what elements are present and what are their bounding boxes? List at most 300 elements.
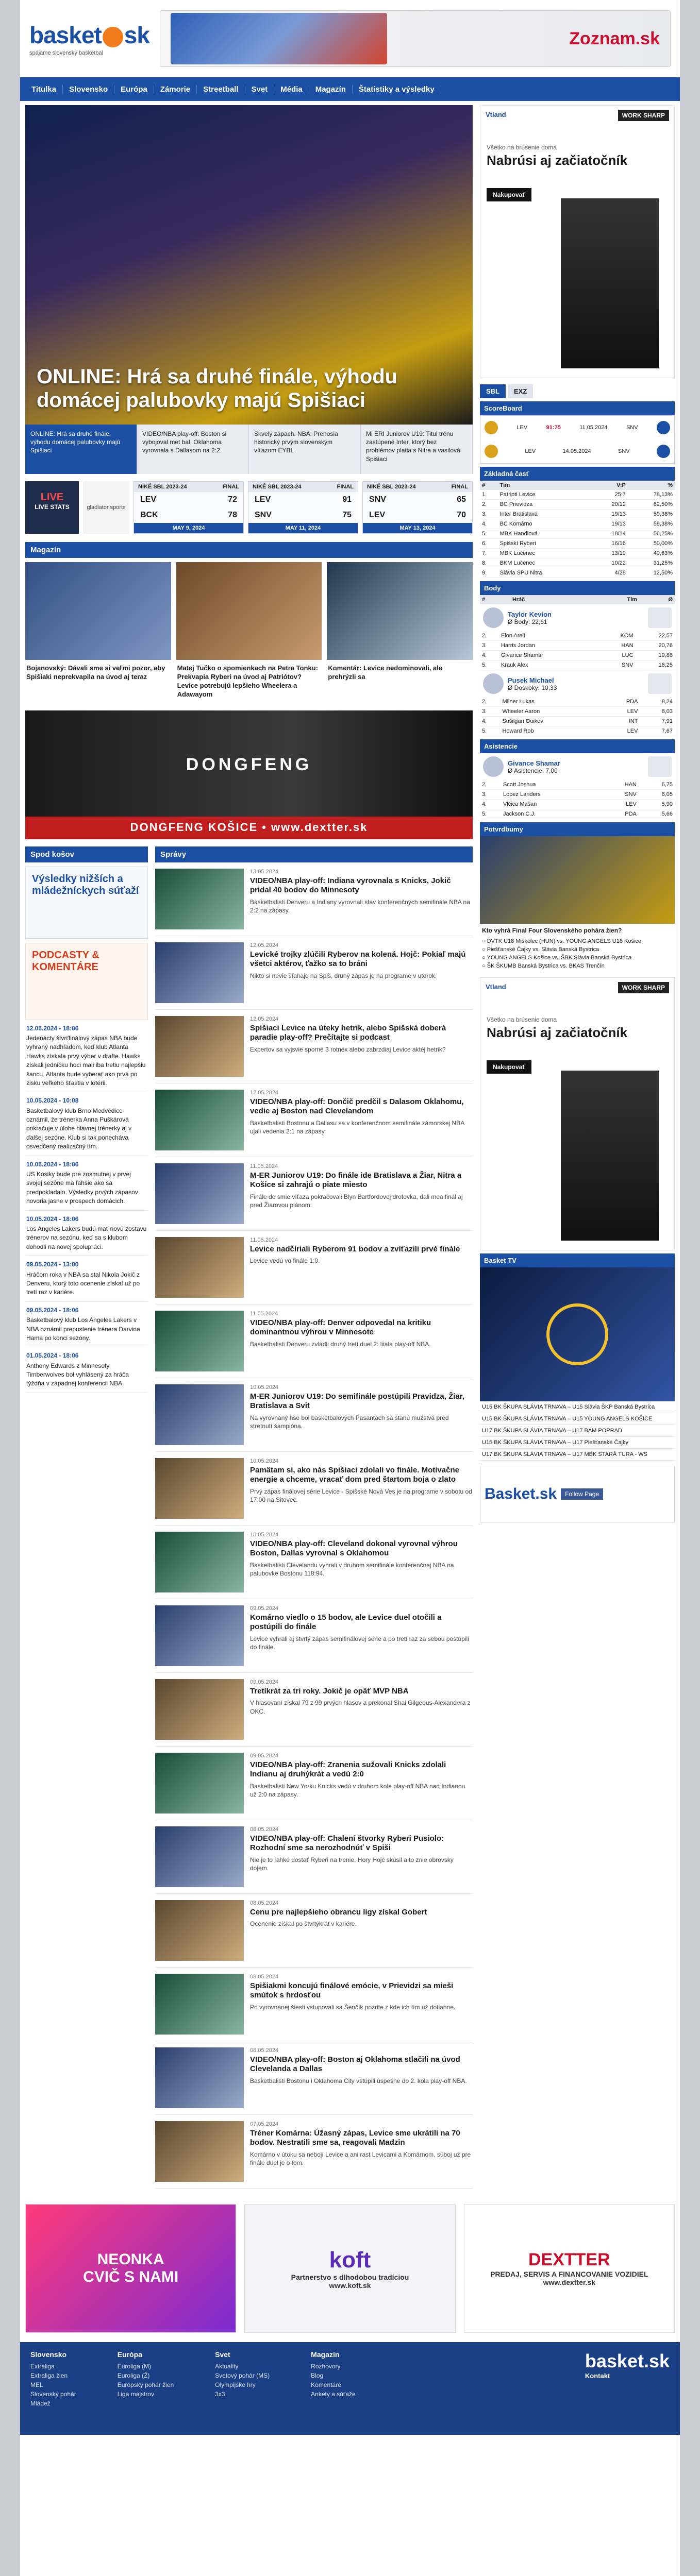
section-title-spod-kosov: Spod košov	[25, 846, 148, 862]
page	[20, 0, 680, 2576]
news-item[interactable]	[155, 862, 473, 936]
table-cell: 8.	[480, 558, 498, 568]
standings-row[interactable]	[480, 549, 675, 558]
basket-tv-item[interactable]: U15 BK ŠKUPA SLÁVIA TRNAVA – U15 YOUNG ANGELS KOŠICE	[480, 1413, 675, 1425]
koft-ad[interactable]: koft Partnerstvo s dlhodobou tradíciou www.koft.sk	[244, 2204, 455, 2333]
news-title: VIDEO/NBA play-off: Cleveland dokonal vyrovnal výhrou Boston, Dallas vyrovnal s Oklahomou	[250, 1539, 458, 1558]
short-news-date: 12.05.2024 - 18:06	[26, 1024, 79, 1032]
dongfeng-logo: DONGFENG	[186, 754, 312, 774]
table-cell: 6,05	[639, 790, 675, 800]
footer-link[interactable]: Euroliga (M)	[117, 2362, 152, 2370]
table-cell: Scott Joshua	[501, 780, 601, 790]
main-nav	[20, 77, 680, 101]
basket-tv-item[interactable]: U15 BK ŠKUPA SLÁVIA TRNAVA – U15 Slávia ŠKP Banská Bystrica	[480, 1401, 675, 1413]
footer-logo[interactable]: basket.sk Kontakt	[585, 2350, 670, 2380]
hero-strip-item[interactable]: ONLINE: Hrá sa druhé finále, výhodu domácej palubovky majú Spišiaci	[25, 425, 137, 474]
game-card[interactable]	[362, 481, 473, 534]
table-cell: 4.	[480, 519, 498, 529]
hero-strip-item[interactable]: VIDEO/NBA play-off: Boston si vybojoval met bal, Oklahoma vyrovnala s Dallasom na 2:2	[137, 425, 249, 474]
table-cell: 7.	[480, 549, 498, 558]
table-cell: LEV	[604, 707, 640, 717]
news-teaser: Basketbalisti Clevelandu vyhrali v druhom semifinále konferenčnej NBA na palubovke Bostonu 118:94.	[250, 1562, 454, 1578]
standings-row[interactable]	[480, 568, 675, 578]
table-cell: Jackson C.J.	[501, 809, 601, 819]
facebook-widget	[480, 1466, 675, 1522]
news-item[interactable]	[155, 2115, 473, 2189]
footer-link[interactable]: Svetový pohár (MS)	[215, 2371, 270, 2379]
news-body	[250, 2121, 473, 2182]
news-thumbnail	[155, 1311, 244, 1371]
table-cell: PDA	[600, 809, 638, 819]
standings-row[interactable]	[480, 558, 675, 568]
footer-link[interactable]: Euroliga (Ž)	[117, 2371, 150, 2379]
site-logo[interactable]	[29, 21, 149, 56]
short-news-item[interactable]	[25, 1211, 148, 1257]
standings-row[interactable]	[480, 500, 675, 510]
table-cell: LEV	[604, 726, 640, 736]
live-indicator: LIVE	[40, 492, 64, 503]
table-cell: Sušilgan Ouikov	[500, 717, 604, 726]
short-news-date: 10.05.2024 - 10:08	[26, 1097, 79, 1105]
banner-photo	[171, 13, 387, 64]
news-item[interactable]	[155, 1157, 473, 1231]
table-cell: SNV	[600, 790, 638, 800]
table-cell: 5.	[480, 726, 500, 736]
rebounds-row[interactable]	[480, 697, 675, 707]
poll-option[interactable]: ○ YOUNG ANGELS Košice vs. ŠBK Slávia Banská Bystrica	[480, 954, 675, 962]
ad-shop-button[interactable]: Nakupovať	[487, 1060, 531, 1074]
news-title: Pamätam si, ako nás Spišiaci zdolali vo finále. Motivačne energie a chceme, vracať dom pred štartom boja o zlato	[250, 1465, 459, 1484]
points-row[interactable]	[480, 660, 675, 670]
news-body	[250, 1311, 473, 1371]
ad-line-1: Všetko na brúsenie doma	[487, 144, 557, 151]
news-item[interactable]	[155, 1820, 473, 1894]
news-item[interactable]	[155, 2041, 473, 2115]
news-date: 08.05.2024	[250, 1973, 279, 1980]
news-teaser: Basketbalisti New Yorku Knicks vedú v druhom kole play-off NBA nad Indianou už 2:0 na zápasy.	[250, 1783, 465, 1799]
magazine-title: Bojanovský: Dávali sme si veľmi pozor, aby Spišiaki neprekvapila na úvod aj teraz	[26, 664, 165, 681]
table-cell: 19/13	[591, 519, 627, 529]
news-body	[250, 1974, 473, 2035]
game-date: MAY 11, 2024	[248, 523, 358, 533]
game-card[interactable]	[248, 481, 358, 534]
assists-row[interactable]	[480, 809, 675, 819]
short-news-text: Anthony Edwards z Minnesoty Timberwolves bol vyhlásený za hráča týždňa v západnej konferencii NBA.	[26, 1362, 129, 1387]
team-logo	[657, 445, 670, 458]
table-cell: 7,67	[640, 726, 675, 736]
team-logo	[648, 756, 672, 777]
assists-table	[480, 780, 675, 819]
team-logo	[648, 673, 672, 694]
news-title: Levice nadčíriali Ryberom 91 bodov a zvíťazili prvé finále	[250, 1244, 460, 1253]
table-cell: INT	[604, 717, 640, 726]
news-body	[250, 2047, 473, 2108]
rebounds-row[interactable]	[480, 726, 675, 736]
game-head: NIKÉ SBL 2023-24 FINAL	[363, 482, 472, 492]
news-body	[250, 942, 473, 1003]
dextter-ad[interactable]: DEXTTER PREDAJ, SERVIS A FINANCOVANIE VOZIDIEL www.dextter.sk	[464, 2204, 675, 2333]
table-cell: 5,90	[639, 800, 675, 809]
team-logo	[648, 607, 672, 628]
short-news-date: 10.05.2024 - 18:06	[26, 1160, 79, 1168]
table-cell: 22,57	[636, 631, 675, 641]
game-head: NIKÉ SBL 2023-24 FINAL	[248, 482, 358, 492]
game-home: LEV 91	[255, 495, 352, 504]
footer-link[interactable]: Extraliga	[30, 2362, 55, 2370]
tv-logo-icon	[546, 1303, 608, 1365]
news-thumbnail	[155, 1458, 244, 1519]
news-item[interactable]	[155, 936, 473, 1010]
news-thumbnail	[155, 1163, 244, 1224]
table-cell: 8,24	[640, 697, 675, 707]
scoreboard-row[interactable]: LEV 14.05.2024 SNV	[480, 439, 674, 463]
poll-option[interactable]: ○ ŠK ŠKUMB Banská Bystrica vs. BKAS Trenčín	[480, 962, 675, 970]
top-rebounder-card[interactable]: Pusek Michael Ø Doskoky: 10,33	[480, 670, 675, 697]
basket-tv-title: Basket TV	[480, 1253, 675, 1267]
hero-article[interactable]	[25, 105, 473, 425]
magazine-list	[25, 558, 473, 703]
nav-item-europa[interactable]: Európa	[114, 85, 154, 94]
news-date: 12.05.2024	[250, 1015, 279, 1022]
table-cell: BC Prievidza	[498, 500, 591, 510]
points-row[interactable]	[480, 641, 675, 651]
table-cell: Milner Lukas	[500, 697, 604, 707]
short-news-item[interactable]	[25, 1020, 148, 1093]
short-news-item[interactable]	[25, 1256, 148, 1302]
top-assist-card[interactable]: Givance Shamar Ø Asistencie: 7,00	[480, 753, 675, 780]
table-cell: 10/22	[591, 558, 627, 568]
table-cell: MBK Lučenec	[498, 549, 591, 558]
table-cell: 2.	[480, 500, 498, 510]
table-cell: 50,00%	[628, 539, 675, 549]
header-banner-ad[interactable]	[160, 10, 671, 67]
news-date: 12.05.2024	[250, 1089, 279, 1096]
news-date: 10.05.2024	[250, 1384, 279, 1391]
results-promo[interactable]: Výsledky nižších a mládežníckych súťaží	[25, 867, 148, 939]
magazine-image	[25, 562, 171, 660]
news-teaser: Po vyrovnanej šiesti vstupovali sa Šenčík pozrite z kde ich tím už dotiahne.	[250, 2004, 456, 2011]
table-cell: 19,88	[636, 651, 675, 660]
magazine-image	[327, 562, 473, 660]
table-cell: 19/13	[591, 510, 627, 519]
tab-sbl[interactable]: SBL	[480, 384, 506, 398]
magazine-item[interactable]	[327, 562, 473, 703]
news-title: Cenu pre najlepšieho obrancu ligy získal Gobert	[250, 1907, 427, 1917]
news-date: 08.05.2024	[250, 2047, 279, 2054]
news-thumbnail	[155, 869, 244, 929]
table-cell: 5,66	[639, 809, 675, 819]
news-date: 11.05.2024	[250, 1310, 278, 1317]
table-cell: 13/19	[591, 549, 627, 558]
news-teaser: Levice vyhrali aj štvrtý zápas semifinálovej série a po tretí raz za sebou postúpili do finále.	[250, 1635, 469, 1651]
news-item[interactable]	[155, 1894, 473, 1968]
news-teaser: Basketbalisti Denveru a Indiany vyrovnali stav konferenčných semifinále NBA na 2:2 na zápasy.	[250, 899, 470, 914]
basket-tv-item[interactable]: U15 BK ŠKUPA SLÁVIA TRNAVA – U17 Piešťanské Čajky	[480, 1437, 675, 1449]
table-cell: 20/12	[591, 500, 627, 510]
news-teaser: Basketbalisti Bostonu a Dallasu sa v konferenčnom semifinále zámorskej NBA ujali vedenia 2:1 na zápasy.	[250, 1120, 464, 1136]
magazine-title: Komentár: Levice nedominovali, ale prehrýzli sa	[328, 664, 443, 681]
league-tabs	[480, 384, 675, 398]
nav-item-statistiky[interactable]: Štatistiky a výsledky	[353, 85, 441, 94]
footer-column	[311, 2350, 356, 2427]
scoreboard-title: ScoreBoard	[480, 401, 675, 415]
news-body	[250, 1090, 473, 1150]
news-columns	[25, 846, 473, 2189]
live-scores	[25, 481, 473, 534]
table-cell: 59,38%	[628, 519, 675, 529]
news-title: M-ER Juniorov U19: Do finále ide Bratislava a Žiar, Nitra a Košice si zahrajú o piate miesto	[250, 1171, 462, 1190]
footer-link[interactable]: Extraliga žien	[30, 2371, 68, 2379]
standings-row[interactable]	[480, 529, 675, 539]
table-cell: Harris Jordan	[499, 641, 598, 651]
assists-row[interactable]	[480, 780, 675, 790]
table-cell: 6.	[480, 539, 498, 549]
news-date: 08.05.2024	[250, 1900, 279, 1906]
ad-product-image	[561, 198, 659, 368]
ad-shop-button[interactable]: Nakupovať	[487, 188, 531, 201]
dongfeng-banner-ad[interactable]	[25, 710, 473, 839]
main-column	[25, 101, 473, 2189]
standings-row[interactable]	[480, 519, 675, 529]
news-teaser: Komárno v útoku sa nebojí Levice a ani rast Levicami a Komárnom, súboj už pre finále duel je o tom.	[250, 2151, 471, 2167]
short-news-item[interactable]	[25, 1347, 148, 1393]
news-thumbnail	[155, 1900, 244, 1961]
table-cell: Wheeler Aaron	[500, 707, 604, 717]
short-news-text: Los Angeles Lakers budú mať novú zostavu trénerov na sezónu, keď sa s klubom dohodli na novej spolupráci.	[26, 1225, 147, 1250]
assists-title: Asistencie	[480, 739, 675, 753]
content	[20, 101, 680, 2189]
game-card[interactable]	[134, 481, 244, 534]
footer-link[interactable]: Blog	[311, 2371, 324, 2379]
table-cell: Krauk Alex	[499, 660, 598, 670]
rebounds-row[interactable]	[480, 707, 675, 717]
table-cell: Spišskí Ryberi	[498, 539, 591, 549]
fb-follow-button[interactable]: Follow Page	[561, 1488, 603, 1500]
news-item[interactable]	[155, 1526, 473, 1599]
nav-item-titulka[interactable]: Titulka	[25, 85, 63, 94]
news-item[interactable]	[155, 1231, 473, 1304]
standings-row[interactable]	[480, 510, 675, 519]
news-body	[250, 1016, 473, 1077]
nav-item-svet[interactable]: Svet	[245, 85, 275, 94]
points-table	[480, 631, 675, 670]
news-date: 09.05.2024	[250, 1679, 279, 1685]
section-title-spravy: Správy	[155, 846, 473, 862]
nav-item-slovensko[interactable]: Slovensko	[63, 85, 114, 94]
news-teaser: Finále do smie víťaza pokračovali Blyn Bartfordovej drotovka, dali mea finál aj pred Žiarovou plánom.	[250, 1193, 463, 1209]
logo-wordmark: basket sk	[29, 22, 149, 48]
scoreboard-row[interactable]: LEV 91:75 11.05.2024 SNV	[480, 416, 674, 439]
ad-line-2: Nabrúsi aj začiatočník	[487, 1025, 628, 1040]
news-item[interactable]	[155, 1673, 473, 1747]
news-thumbnail	[155, 1237, 244, 1298]
news-teaser: Nie je to ľahké dostať Ryberi na trenie, Hory Hojč skúsil a to znie obrovsky dojem.	[250, 1856, 454, 1872]
news-body	[250, 1532, 473, 1592]
table-cell: HAN	[598, 641, 635, 651]
team-logo	[485, 445, 498, 458]
short-news-item[interactable]	[25, 1092, 148, 1156]
short-news-text: Basketbalový klub Los Angeles Lakers v NBA oznámil prepustenie trénera Darvina Hama po konci sezóny.	[26, 1316, 140, 1342]
ad-line-2: Nabrúsi aj začiatočník	[487, 152, 628, 168]
hero-strip	[25, 425, 473, 474]
news-item[interactable]	[155, 1304, 473, 1378]
table-cell: 40,63%	[628, 549, 675, 558]
team-logo	[657, 421, 670, 434]
table-cell: 5.	[480, 809, 501, 819]
table-cell: 7,91	[640, 717, 675, 726]
news-title: Spišiaci Levice na úteky hetrik, alebo Spišská doberá paradie play-off? Prečítajte si podcast	[250, 1023, 446, 1042]
footer-link[interactable]: Slovenský pohár	[30, 2390, 76, 2398]
news-list	[155, 862, 473, 2189]
short-news-item[interactable]	[25, 1302, 148, 1348]
table-cell: 3.	[480, 641, 499, 651]
hero-strip-item[interactable]: Mi ERI Juniorov U19: Titul trénu zastúpené Inter, ktorý bez problémov platia s Nitra a vasilová Spišiaci	[361, 425, 473, 474]
table-cell: Howard Rob	[500, 726, 604, 736]
points-row[interactable]	[480, 631, 675, 641]
news-title: VIDEO/NBA play-off: Chalení štvorky Ryberi Pusiolo: Rozhodní sme sa nerozhodnúť v Spiši	[250, 1834, 444, 1853]
points-row[interactable]	[480, 651, 675, 660]
news-thumbnail	[155, 942, 244, 1003]
news-column	[155, 846, 473, 2189]
scoreboard	[480, 415, 675, 464]
standings-row[interactable]	[480, 539, 675, 549]
news-body	[250, 1384, 473, 1445]
ad-badge: WORK SHARP	[618, 982, 669, 993]
news-thumbnail	[155, 1016, 244, 1077]
news-body	[250, 1753, 473, 1814]
table-cell: 4.	[480, 651, 499, 660]
footer-link[interactable]: Komentáre	[311, 2381, 341, 2388]
footer-link[interactable]: Liga majstrov	[117, 2390, 155, 2398]
nav-item-media[interactable]: Média	[274, 85, 309, 94]
nav-item-zamorie[interactable]: Zámorie	[154, 85, 197, 94]
poll-option[interactable]: ○ DVTK U18 Miškolec (HUN) vs. YOUNG ANGELS U18 Košice	[480, 937, 675, 945]
news-item[interactable]	[155, 1378, 473, 1452]
table-cell: 25:7	[591, 490, 627, 500]
footer-column-title: Magazín	[311, 2350, 340, 2359]
poll-option[interactable]: ○ Piešťanské Čajky vs. Slávia Banská Bystrica	[480, 945, 675, 954]
footer-link[interactable]: Európsky pohár žien	[117, 2381, 174, 2388]
footer-contact-link[interactable]: Kontakt	[585, 2371, 610, 2380]
footer-link[interactable]: Mládež	[30, 2399, 51, 2407]
table-cell: 4.	[480, 800, 501, 809]
points-title: Body	[480, 581, 675, 595]
assists-row[interactable]	[480, 800, 675, 809]
news-date: 13.05.2024	[250, 868, 279, 875]
basket-tv-item[interactable]: U17 BK ŠKUPA SLÁVIA TRNAVA – U17 MBK STARÁ TURA - WS	[480, 1449, 675, 1461]
nav-item-magazin[interactable]: Magazín	[309, 85, 353, 94]
basket-tv-list	[480, 1401, 675, 1461]
news-body	[250, 1237, 460, 1298]
news-body	[250, 1458, 473, 1519]
table-cell: BC Komárno	[498, 519, 591, 529]
news-date: 07.05.2024	[250, 2121, 279, 2127]
short-news-list	[25, 1020, 148, 1393]
footer-link[interactable]: MEL	[30, 2381, 43, 2388]
footer-link[interactable]: 3x3	[215, 2390, 225, 2398]
player-photo	[483, 607, 504, 628]
news-item[interactable]	[155, 1747, 473, 1820]
points-header: # Hráč Tím Ø	[480, 595, 675, 604]
assists-row[interactable]	[480, 790, 675, 800]
news-item[interactable]	[155, 1452, 473, 1526]
footer-column-title: Európa	[117, 2350, 142, 2359]
news-body	[250, 1826, 473, 1887]
news-title: VIDEO/NBA play-off: Dončič predčil s Dalasom Oklahomu, vedie aj Boston nad Clevelandom	[250, 1097, 464, 1116]
footer-link[interactable]: Olympijské hry	[215, 2381, 256, 2388]
table-cell: PDA	[604, 697, 640, 707]
podcasts-promo[interactable]: PODCASTY & KOMENTÁRE	[25, 943, 148, 1020]
magazine-item[interactable]	[176, 562, 322, 703]
news-title: VIDEO/NBA play-off: Indiana vyrovnala s Knicks, Jokič pridal 40 bodov do Minnesoty	[250, 876, 451, 895]
magazine-item[interactable]	[25, 562, 171, 703]
poll-question: Kto vyhrá Final Four Slovenského pohára žien?	[482, 927, 622, 934]
news-item[interactable]	[155, 1010, 473, 1083]
table-cell: Patrioti Levice	[498, 490, 591, 500]
news-thumbnail	[155, 2121, 244, 2182]
short-news-item[interactable]	[25, 1156, 148, 1211]
table-cell: Inter Bratislava	[498, 510, 591, 519]
standings-row[interactable]	[480, 490, 675, 500]
news-title: Spišiakmi koncujú finálové emócie, v Prievidzi sa mieši smútok s hrdosťou	[250, 1981, 454, 2000]
live-stats-button[interactable]	[25, 481, 79, 534]
worksharp-ad[interactable]	[480, 105, 675, 378]
table-cell: 56,25%	[628, 529, 675, 539]
news-item[interactable]	[155, 1599, 473, 1673]
top-scorer-card[interactable]: Taylor Kevion Ø Body: 22,61	[480, 604, 675, 631]
basket-tv-item[interactable]: U17 BK ŠKUPA SLÁVIA TRNAVA – U17 BAM POPRAD	[480, 1425, 675, 1437]
table-cell: BKM Lučenec	[498, 558, 591, 568]
tab-exz[interactable]: EXZ	[508, 384, 533, 398]
news-teaser: Ocenenie získal po štvrtýkrát v kariére.	[250, 1920, 357, 1928]
game-away: LEV 70	[369, 511, 466, 519]
rebounds-table	[480, 697, 675, 736]
ad-brand: Vtland	[486, 983, 506, 991]
footer-link[interactable]: Rozhovory	[311, 2362, 341, 2370]
news-teaser: Basketbalisti Denveru zvládli druhý tretí duel 2: liiala play-off NBA.	[250, 1341, 431, 1348]
table-cell: 62,50%	[628, 500, 675, 510]
footer-columns	[30, 2350, 356, 2427]
standings-table: # Tím V:P % 1. Patrioti Levice 25:7 78,13% 2. BC Prievidza 20/12 62,50% 3. Inter Bratislava 19/13 59,38% 4. BC Komárno 19/13 59,38% 5. MBK Handlová 18/14 56,25% 6. Spišskí Ryberi 16/16 50,00% 7. MBK Lučenec 13/19 40,63% 8. BKM Lučenec 10/22 31,25% 9. Slávia SPU Nitra 4/28 12,50%	[480, 481, 675, 578]
news-item[interactable]	[155, 1968, 473, 2041]
news-body	[250, 1605, 473, 1666]
game-away: SNV 75	[255, 511, 352, 519]
short-news-date: 10.05.2024 - 18:06	[26, 1215, 79, 1223]
basket-tv-video[interactable]	[480, 1267, 675, 1401]
short-news-date: 09.05.2024 - 18:06	[26, 1306, 79, 1314]
worksharp-ad-2[interactable]	[480, 977, 675, 1250]
table-cell: LEV	[600, 800, 638, 809]
ad-line-1: Všetko na brúsenie doma	[487, 1016, 557, 1023]
footer-link[interactable]: Aktuality	[215, 2362, 239, 2370]
footer-link[interactable]: Ankety a súťaže	[311, 2390, 356, 2398]
table-cell: 8,03	[640, 707, 675, 717]
short-news-text: Hráčom roka v NBA sa stal Nikola Jokič z Denveru, ktorý toto ocenenie získal už po tretí raz v kariére.	[26, 1270, 140, 1296]
news-item[interactable]	[155, 1083, 473, 1157]
nav-item-streetball[interactable]: Streetball	[197, 85, 245, 94]
table-cell: 4/28	[591, 568, 627, 578]
news-title: VIDEO/NBA play-off: Zranenia sužovali Knicks zdolali Indianu aj druhýkrát a vedú 2:0	[250, 1760, 446, 1779]
short-news-date: 01.05.2024 - 18:06	[26, 1352, 79, 1360]
news-teaser: Expertov sa vyjsvie sporné 3 rotnex alebo zabrzdiaj Levice aktéj hetrik?	[250, 1046, 446, 1054]
ad-badge: WORK SHARP	[618, 110, 669, 121]
news-date: 08.05.2024	[250, 1826, 279, 1833]
rebounds-row[interactable]	[480, 717, 675, 726]
table-cell: 5.	[480, 660, 499, 670]
news-date: 11.05.2024	[250, 1163, 278, 1170]
hero-strip-item[interactable]: Skvelý zápach. NBA: Prenosia historický prvým slovenským víťazom EYBL	[249, 425, 361, 474]
neonka-ad[interactable]: NEONKA CVIČ S NAMI	[25, 2204, 236, 2333]
